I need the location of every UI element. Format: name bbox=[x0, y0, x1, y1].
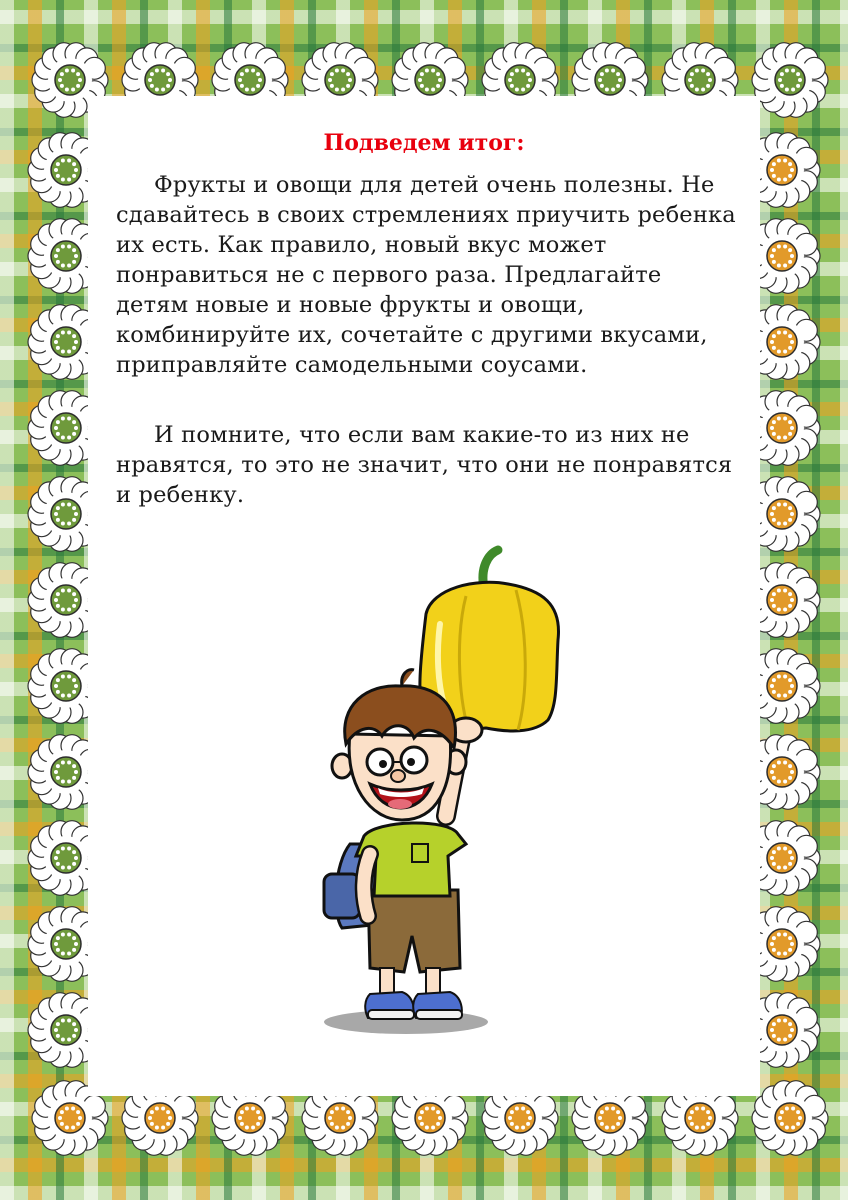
boy-with-pepper-illustration bbox=[316, 544, 576, 1044]
paragraph-1: Фрукты и овощи для детей очень полезны. Не сдавайтесь в своих стремлениях приучить ребенка их есть. Как правило, новый вкус может понравиться не с первого раза. Предлагайте детям новые и новые фрукты и овощи, комбинируйте их, сочетайте с другими вкусами, приправляйте самодельными соусами. bbox=[116, 172, 736, 378]
border-flower-icon bbox=[752, 1081, 828, 1156]
paragraph-2: И помните, что если вам какие-то из них не нравятся, то это не значит, что они не понравятся и ребенку. bbox=[116, 422, 733, 508]
page-title: Подведем итог: bbox=[323, 130, 525, 156]
border-flower-icon bbox=[752, 43, 828, 118]
